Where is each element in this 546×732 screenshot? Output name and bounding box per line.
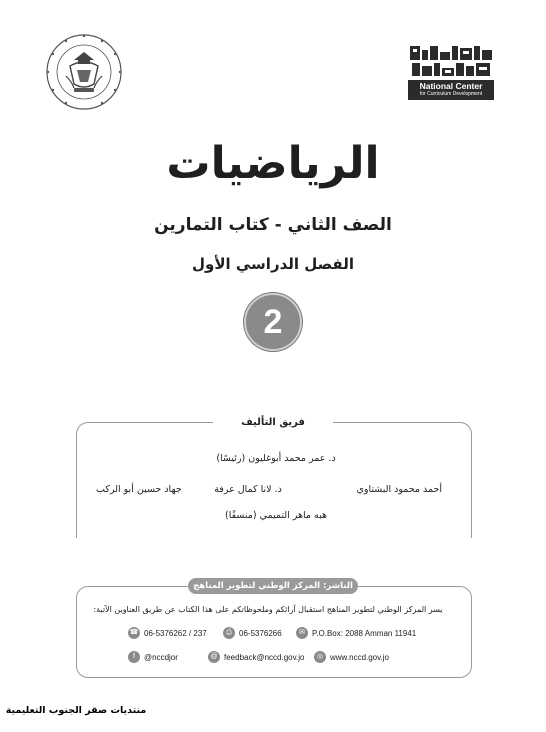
nccd-logo	[408, 44, 494, 100]
nccd-english-subtitle: for Curriculum Development	[419, 91, 483, 97]
author-name: جهاد حسين أبو الركب	[96, 484, 182, 495]
book-title: الرياضيات	[166, 138, 380, 189]
phone-icon: ☎	[128, 627, 140, 639]
nccd-english-wordmark	[408, 80, 494, 100]
pobox-address: P.O.Box: 2088 Amman 11941	[312, 628, 417, 638]
forum-watermark-label: منتديات صقر الجنوب التعليمية	[0, 702, 152, 720]
at-sign-icon: @	[208, 651, 220, 663]
mail-envelope-icon: ✉	[296, 627, 308, 639]
contact-fax	[223, 626, 282, 640]
publisher-heading: الناشر: المركز الوطني لتطوير المناهج	[188, 578, 358, 594]
email-address[interactable]: feedback@nccd.gov.jo	[224, 652, 305, 662]
jordan-ministry-seal-icon	[44, 30, 124, 114]
author-name: هبه ماهر التميمي (منسقًا)	[225, 510, 327, 521]
nccd-english-name: National Center	[419, 81, 483, 91]
fax-icon: ⎙	[223, 627, 235, 639]
contact-email	[208, 650, 304, 664]
contact-facebook	[128, 650, 178, 664]
author-name: د. عمر محمد أبوغليون (رئيسًا)	[216, 453, 336, 464]
facebook-handle[interactable]: @nccdjor	[144, 652, 178, 662]
facebook-icon: f	[128, 651, 140, 663]
authors-heading: فريق التأليف	[213, 414, 333, 432]
grade-number-badge: 2	[244, 293, 302, 351]
publisher-note: يسر المركز الوطني لتطوير المناهج استقبال آرائكم وملحوظاتكم على هذا الكتاب عن طريق العناوين الآتية:	[93, 605, 443, 614]
book-subtitle: الصف الثاني - كتاب التمارين	[154, 215, 392, 235]
contact-phone	[128, 626, 207, 640]
phone-number: 06-5376262 / 237	[144, 628, 207, 638]
globe-icon: ◎	[314, 651, 326, 663]
fax-number: 06-5376266	[239, 628, 282, 638]
author-name: د. لانا كمال عرفة	[214, 484, 282, 495]
contact-pobox	[296, 626, 416, 640]
contact-website	[314, 650, 389, 664]
website-url[interactable]: www.nccd.gov.jo	[330, 652, 389, 662]
author-name: أحمد محمود البشتاوي	[356, 484, 442, 495]
nccd-arabic-wordmark-icon	[408, 44, 494, 78]
book-semester: الفصل الدراسي الأول	[192, 255, 354, 273]
